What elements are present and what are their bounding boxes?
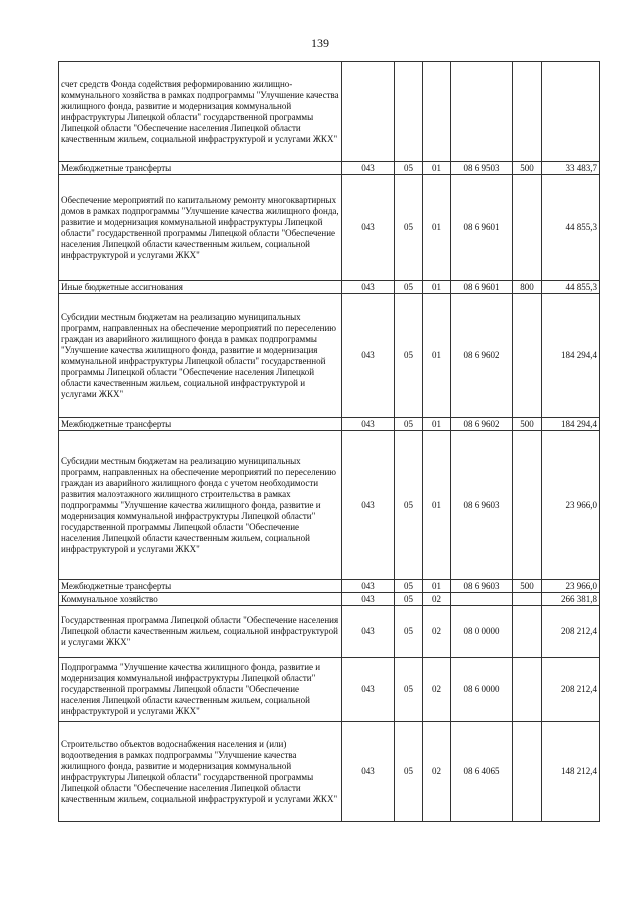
row-name-cell: Межбюджетные трансферты xyxy=(59,580,342,593)
target-article-cell: 08 6 9603 xyxy=(451,580,513,593)
expense-type-cell xyxy=(513,431,542,580)
section-code-cell: 05 xyxy=(395,281,423,294)
ministry-code-cell: 043 xyxy=(342,162,395,175)
expense-type-cell xyxy=(513,294,542,418)
table-row xyxy=(59,294,600,418)
amount-cell: 23 966,0 xyxy=(542,431,600,580)
subsection-code-cell: 01 xyxy=(423,431,451,580)
ministry-code-cell: 043 xyxy=(342,580,395,593)
section-code-cell: 05 xyxy=(395,658,423,722)
row-name-cell: Государственная программа Липецкой области "Обеспечение населения Липецкой области качественным жильем, социальной инфраструктурой и услугами ЖКХ" xyxy=(59,606,342,658)
amount-cell: 208 212,4 xyxy=(542,606,600,658)
row-name-cell: счет средств Фонда содействия реформированию жилищно-коммунального хозяйства в рамках подпрограммы "Улучшение качества жилищного фонда, развитие и модернизация коммунальной инфраструктуры Липецкой области" государственной программы Липецкой области "Обеспечение населения Липецкой области качественным жильем, социальной инфраструктурой и услугами ЖКХ" xyxy=(59,62,342,162)
table-row xyxy=(59,162,600,175)
row-name-cell: Субсидии местным бюджетам на реализацию муниципальных программ, направленных на обеспечение мероприятий по переселению граждан из аварийного жилищного фонда с учетом необходимости развития малоэтажного жилищного строительства в рамках подпрограммы "Улучшение качества жилищного фонда, развитие и модернизация коммунальной инфраструктуры Липецкой области" государственной программы Липецкой области "Обеспечение населения Липецкой области качественным жильем, социальной инфраструктурой и услугами ЖКХ" xyxy=(59,431,342,580)
section-code-cell: 05 xyxy=(395,294,423,418)
expense-type-cell: 500 xyxy=(513,580,542,593)
subsection-code-cell: 01 xyxy=(423,162,451,175)
table-row xyxy=(59,658,600,722)
subsection-code-cell: 02 xyxy=(423,593,451,606)
ministry-code-cell: 043 xyxy=(342,418,395,431)
expense-type-cell xyxy=(513,62,542,162)
ministry-code-cell xyxy=(342,62,395,162)
row-name-cell: Коммунальное хозяйство xyxy=(59,593,342,606)
budget-table xyxy=(58,61,600,822)
section-code-cell: 05 xyxy=(395,418,423,431)
row-name-cell: Межбюджетные трансферты xyxy=(59,418,342,431)
ministry-code-cell: 043 xyxy=(342,281,395,294)
section-code-cell: 05 xyxy=(395,162,423,175)
target-article-cell: 08 6 0000 xyxy=(451,658,513,722)
ministry-code-cell: 043 xyxy=(342,294,395,418)
row-name-cell: Обеспечение мероприятий по капитальному ремонту многоквартирных домов в рамках подпрограммы "Улучшение качества жилищного фонда, развитие и модернизация коммунальной инфраструктуры Липецкой области" государственной программы Липецкой области "Обеспечение населения Липецкой области качественным жильем, социальной инфраструктурой и услугами ЖКХ" xyxy=(59,175,342,281)
subsection-code-cell: 02 xyxy=(423,606,451,658)
table-row xyxy=(59,593,600,606)
target-article-cell: 08 6 9601 xyxy=(451,175,513,281)
amount-cell: 33 483,7 xyxy=(542,162,600,175)
row-name-cell: Строительство объектов водоснабжения населения и (или) водоотведения в рамках подпрограммы "Улучшение качества жилищного фонда, развитие и модернизация коммунальной инфраструктуры Липецкой области" государственной программы Липецкой области "Обеспечение населения Липецкой области качественным жильем, социальной инфраструктурой и услугами ЖКХ" xyxy=(59,722,342,822)
section-code-cell xyxy=(395,62,423,162)
row-name-cell: Субсидии местным бюджетам на реализацию муниципальных программ, направленных на обеспечение мероприятий по переселению граждан из аварийного жилищного фонда в рамках подпрограммы "Улучшение качества жилищного фонда, развитие и модернизация коммунальной инфраструктуры Липецкой области" государственной программы Липецкой области "Обеспечение населения Липецкой области качественным жильем, социальной инфраструктурой и услугами ЖКХ" xyxy=(59,294,342,418)
table-row xyxy=(59,580,600,593)
ministry-code-cell: 043 xyxy=(342,606,395,658)
budget-table-body xyxy=(59,62,600,822)
target-article-cell: 08 0 0000 xyxy=(451,606,513,658)
subsection-code-cell: 01 xyxy=(423,294,451,418)
expense-type-cell: 500 xyxy=(513,418,542,431)
page-number: 139 xyxy=(311,36,329,50)
table-row xyxy=(59,431,600,580)
section-code-cell: 05 xyxy=(395,580,423,593)
amount-cell: 148 212,4 xyxy=(542,722,600,822)
table-row xyxy=(59,62,600,162)
ministry-code-cell: 043 xyxy=(342,593,395,606)
ministry-code-cell: 043 xyxy=(342,658,395,722)
target-article-cell: 08 6 9601 xyxy=(451,281,513,294)
expense-type-cell: 800 xyxy=(513,281,542,294)
section-code-cell: 05 xyxy=(395,431,423,580)
target-article-cell: 08 6 9503 xyxy=(451,162,513,175)
subsection-code-cell xyxy=(423,62,451,162)
amount-cell: 208 212,4 xyxy=(542,658,600,722)
amount-cell: 266 381,8 xyxy=(542,593,600,606)
expense-type-cell xyxy=(513,606,542,658)
expense-type-cell xyxy=(513,658,542,722)
target-article-cell: 08 6 4065 xyxy=(451,722,513,822)
row-name-cell: Иные бюджетные ассигнования xyxy=(59,281,342,294)
table-row xyxy=(59,418,600,431)
row-name-cell: Межбюджетные трансферты xyxy=(59,162,342,175)
table-row xyxy=(59,175,600,281)
section-code-cell: 05 xyxy=(395,593,423,606)
expense-type-cell xyxy=(513,175,542,281)
table-row xyxy=(59,281,600,294)
subsection-code-cell: 02 xyxy=(423,658,451,722)
section-code-cell: 05 xyxy=(395,722,423,822)
subsection-code-cell: 01 xyxy=(423,580,451,593)
section-code-cell: 05 xyxy=(395,606,423,658)
subsection-code-cell: 01 xyxy=(423,418,451,431)
subsection-code-cell: 01 xyxy=(423,175,451,281)
target-article-cell: 08 6 9602 xyxy=(451,294,513,418)
expense-type-cell: 500 xyxy=(513,162,542,175)
target-article-cell xyxy=(451,593,513,606)
amount-cell: 184 294,4 xyxy=(542,294,600,418)
amount-cell xyxy=(542,62,600,162)
subsection-code-cell: 01 xyxy=(423,281,451,294)
row-name-cell: Подпрограмма "Улучшение качества жилищного фонда, развитие и модернизация коммунальной инфраструктуры Липецкой области" государственной программы Липецкой области "Обеспечение населения Липецкой области качественным жильем, социальной инфраструктурой и услугами ЖКХ" xyxy=(59,658,342,722)
ministry-code-cell: 043 xyxy=(342,431,395,580)
ministry-code-cell: 043 xyxy=(342,722,395,822)
expense-type-cell xyxy=(513,593,542,606)
amount-cell: 184 294,4 xyxy=(542,418,600,431)
ministry-code-cell: 043 xyxy=(342,175,395,281)
section-code-cell: 05 xyxy=(395,175,423,281)
expense-type-cell xyxy=(513,722,542,822)
table-row xyxy=(59,722,600,822)
target-article-cell: 08 6 9602 xyxy=(451,418,513,431)
target-article-cell: 08 6 9603 xyxy=(451,431,513,580)
target-article-cell xyxy=(451,62,513,162)
amount-cell: 44 855,3 xyxy=(542,175,600,281)
subsection-code-cell: 02 xyxy=(423,722,451,822)
amount-cell: 44 855,3 xyxy=(542,281,600,294)
amount-cell: 23 966,0 xyxy=(542,580,600,593)
table-row xyxy=(59,606,600,658)
